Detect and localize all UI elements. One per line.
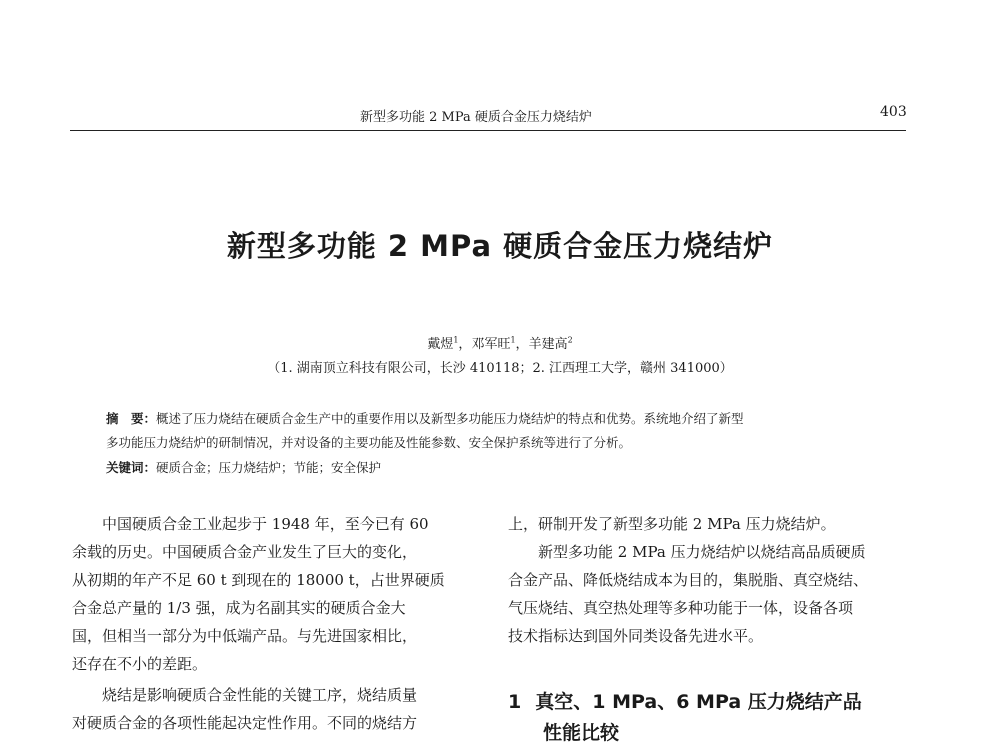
body-left-line: 中国硬质合金工业起步于 1948 年，至今已有 60 [72,515,429,533]
abstract-text-line2: 多功能压力烧结炉的研制情况，并对设备的主要功能及性能参数、安全保护系统等进行了分析。 [106,435,632,450]
section-title-line1: 真空、1 MPa、6 MPa 压力烧结产品 [535,691,862,713]
keywords [106,458,381,476]
keywords-label: 关键词： [106,460,157,475]
section-title-line2: 性能比较 [543,722,620,744]
body-left-line: 还存在不小的差距。 [72,655,208,673]
body-right-line: 气压烧结、真空热处理等多种功能于一体，设备各项 [508,599,854,617]
body-left-line: 国，但相当一部分为中低端产品。与先进国家相比， [72,627,418,645]
author-list: 戴煜$^1$，邓军旺$^1$，羊建高$^2$ [427,335,573,352]
body-right-line: 合金产品、降低烧结成本为目的，集脱脂、真空烧结、 [508,571,869,589]
abstract-label: 摘 要： [106,411,157,426]
abstract [106,409,744,427]
author: 羊建高$^2$ [528,335,573,352]
abstract-text-line1: 概述了压力烧结在硬质合金生产中的重要作用以及新型多功能压力烧结炉的特点和优势。系统地介绍了新型 [156,411,744,426]
body-right-line: 上，研制开发了新型多功能 2 MPa 压力烧结炉。 [508,515,836,533]
running-header-title: 新型多功能 2 MPa 硬质合金压力烧结炉 [360,110,592,125]
paper-title: 新型多功能 2 MPa 硬质合金压力烧结炉 [226,229,774,263]
body-right-line: 技术指标达到国外同类设备先进水平。 [508,627,764,645]
body-right-line: 新型多功能 2 MPa 压力烧结炉以烧结高品质硬质 [508,543,866,561]
author: 邓军旺$^1$ [471,335,516,352]
section-number: 1 [508,691,522,713]
body-left-line: 合金总产量的 1/3 强，成为名副其实的硬质合金大 [72,599,406,617]
section-heading [508,687,862,714]
body-left-line: 对硬质合金的各项性能起决定性作用。不同的烧结方 [72,714,418,732]
body-left-line: 余载的历史。中国硬质合金产业发生了巨大的变化， [72,543,418,561]
affiliations: （1. 湖南顶立科技有限公司，长沙 410118；2. 江西理工大学，赣州 341000） [267,361,733,376]
body-left-line: 从初期的年产不足 60 t 到现在的 18000 t，占世界硬质 [72,571,445,589]
author: 戴煜$^1$ [427,335,459,352]
keywords-text: 硬质合金；压力烧结炉；节能；安全保护 [156,460,382,475]
page-number: 403 [880,104,907,120]
header-rule [70,130,906,131]
body-left-line: 烧结是影响硬质合金性能的关键工序，烧结质量 [72,686,418,704]
